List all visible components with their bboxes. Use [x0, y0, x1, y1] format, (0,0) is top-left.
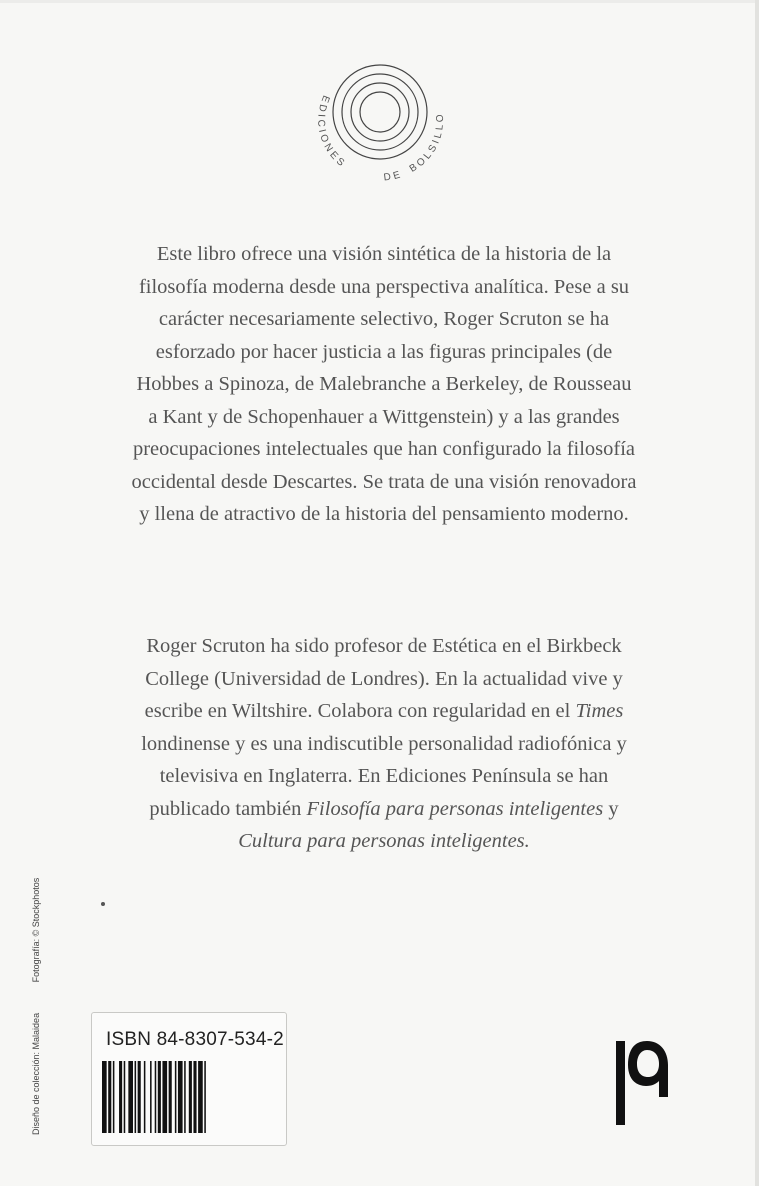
bio-italic-title: Filosofía para personas inteligentes: [306, 797, 604, 820]
synopsis-line: a Kant y de Schopenhauer a Wittgenstein) y a las grandes: [148, 405, 620, 428]
synopsis-line: esforzado por hacer justicia a las figuras principales (de: [155, 340, 613, 363]
barcode-bar: [108, 1061, 111, 1133]
barcode-bar: [144, 1061, 146, 1133]
bio-line: londinense y es una indiscutible personalidad radiofónica y: [141, 732, 627, 755]
barcode-bar: [138, 1061, 141, 1133]
logo-text-de: DE: [383, 168, 405, 184]
logo-ring-2: [342, 74, 418, 150]
bio-italic-title: Times: [575, 700, 624, 722]
bio-line: Roger Scruton ha sido profesor de Estética en el Birkbeck: [146, 635, 622, 657]
logo-inner-ring: [360, 92, 400, 132]
barcode-bar: [113, 1061, 115, 1133]
logo-text-right: BOLSILLO: [407, 111, 447, 175]
synopsis-line: carácter necesariamente selectivo, Roger Scruton se ha: [158, 308, 610, 330]
cover-right-edge: [755, 0, 759, 1186]
cover-credits: [31, 850, 41, 1135]
synopsis-paragraph: [96, 238, 672, 531]
bio-line: College (Universidad de Londres). En la actualidad vive y: [145, 667, 623, 690]
bio-line: televisiva en Inglaterra. En Ediciones Península se han: [159, 765, 609, 787]
logo-outer-ring: [333, 65, 427, 159]
barcode-bar: [178, 1061, 183, 1133]
bio-text: y: [603, 797, 619, 820]
synopsis-line: filosofía moderna desde una perspectiva analítica. Pese a su: [138, 275, 630, 298]
barcode-bar: [193, 1061, 196, 1133]
peninsula-publisher-mark: [614, 1037, 674, 1129]
bio-text: publicado también: [149, 797, 307, 820]
barcode-bar: [158, 1061, 161, 1133]
cover-top-edge: [0, 0, 759, 3]
bio-line: [96, 695, 672, 728]
synopsis-line: preocupaciones intelectuales que han configurado la filosofía: [132, 438, 636, 460]
design-credit: Diseño de colección: Malaidea: [31, 1012, 41, 1135]
barcode-bar: [150, 1061, 152, 1133]
barcode-bar: [162, 1061, 167, 1133]
ediciones-de-bolsillo-logo: [300, 60, 460, 200]
photo-credit: Fotografía: © Stockphotos: [31, 877, 41, 983]
barcode-bar: [184, 1061, 186, 1133]
author-bio-paragraph: [96, 630, 672, 858]
isbn-number: ISBN 84-8307-534-2: [106, 1029, 284, 1050]
barcode-bar: [119, 1061, 122, 1133]
barcode-bar: [204, 1061, 206, 1133]
barcode-bar: [169, 1061, 172, 1133]
barcode-bar: [189, 1061, 192, 1133]
print-dot: [101, 902, 105, 906]
bio-line-italic: Cultura para personas inteligentes.: [238, 830, 530, 852]
synopsis-line: occidental desde Descartes. Se trata de una visión renovadora: [131, 470, 637, 493]
barcode-bar: [198, 1061, 203, 1133]
synopsis-line: Este libro ofrece una visión sintética de la historia de la: [156, 243, 612, 265]
synopsis-line: Hobbes a Spinoza, de Malebranche a Berkeley, de Rousseau: [136, 373, 632, 395]
barcode-bar: [102, 1061, 107, 1133]
barcode-bar: [135, 1061, 137, 1133]
synopsis-line: y llena de atractivo de la historia del pensamiento moderno.: [139, 503, 629, 525]
isbn-sticker: [91, 1012, 287, 1146]
barcode-bar: [155, 1061, 157, 1133]
barcode-bar: [175, 1061, 177, 1133]
bio-text: escribe en Wiltshire. Colabora con regularidad en el: [144, 700, 576, 722]
barcode-bar: [128, 1061, 133, 1133]
bio-line: [96, 793, 672, 826]
barcode: [102, 1061, 262, 1133]
logo-text-left: EDICIONES: [315, 93, 349, 171]
barcode-bar: [124, 1061, 126, 1133]
